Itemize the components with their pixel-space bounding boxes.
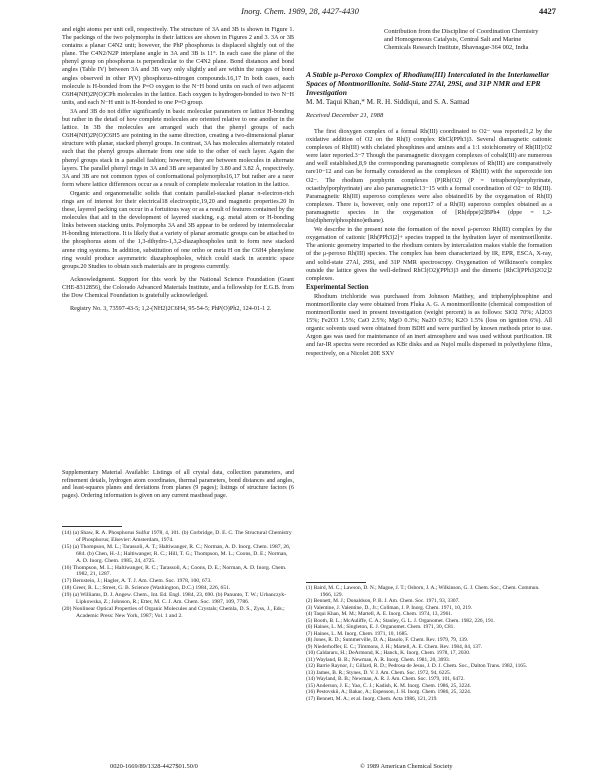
reference-item: (9) Niederhoffer, E. C.; Timmons, J. H.; Martell, A. E. Chem. Rev. 1984, 84, 137.: [306, 643, 483, 650]
reference-item: (16) Pestovskii, A.; Bakac, A.; Espenson, J. H. Inorg. Chem. 1986, 25, 3224.: [306, 689, 472, 695]
right-paragraph-2: We describe in the present note the formation of the novel μ-peroxo Rh(III) complex by the oxygenation of cationic [Rh(PPh3)2]+ species trapped in the hydration layer of montmorillonite. The anionic geometry imparted to the rhodium centers by intercalation makes viable the formation of the μ-peroxo Rh(III) species. The complex has been characterized by IR, EPR, ESCA, X-ray, and solid-state 27Al, 29Si, and 31P NMR spectroscopy. Oxygenation of Wilkinson's complex outside the lattice gives the well-defined RhCl(O2)(PPh3)3 and the dimeric [RhCl(PPh3)2O2]2 complexes.: [306, 226, 552, 282]
left-paragraph-1: and eight atoms per unit cell, respectively. The structure of 3A and 3B is shown in Figure 1. The packings of the two polymorphs in their lattices are shown in Figures 2 and 3. 3A or 3B contains a planar C4N2 unit; however, the PhP phosphorus is displaced slightly out of the plane. The C4N2/N2P interplane angle in 3A and 3B is 11°. In each case the plane of the phenyl group on phosphorus is perpendicular to the C4N2 plane. Bond distances and bond angles (Table IV) between 3A and 3B vary only slightly and are within the ranges of bond angles observed in other P(V) phosphorus-nitrogen compounds.16,17 In both cases, each molecule is H-bonded from the P=O oxygen to the N−H bond units on each of two adjacent C6H4(NH)2P(O)CPh molecules in the lattice. Each oxygen is hydrogen-bonded to two N−H units, and each N−H unit is H-bonded to one P=O group.: [62, 26, 294, 106]
left-paragraph-3: Organic and organometallic solids that contain parallel-stacked planar π-electron-rich rings are of interest for their electrical18 electrooptic,19,20 and magnetic properties.20 In these, layered packing can occur in a fortuitous way or as a result of features contained by the molecules that aid in the development of layered stacking, e.g. metal atom or H-bonding links between stacking units. Polymorphs 3A and 3B appear to be ordered by intermolecular H-bonding interactions. It is likely that a variety of planar aromatic groups can be attached to the phosphorus atom of the 1,3-dihydro-1,3,2-diazaphospholes unit to form new stacked arene ring systems. In addition, substitution of one ortho or meta H on the C6H4 phenylene ring would produce asymmetric diazaphospholes, which could stack in acentric space groups.20 Studies to obtain such materials are in progress currently.: [62, 189, 294, 270]
article-title: A Stable μ-Peroxo Complex of Rhodium(III) Intercalated in the Interlamellar Spaces of Montmorillonite. Solid-State 27Al, 29Si, and 31P NMR and EPR Investigation: [306, 70, 550, 97]
footer-copyright: © 1989 American Chemical Society: [360, 763, 453, 770]
reference-item: (13) James, B. R.; Stynes, D. V. J. Am. Chem. Soc. 1972, 94, 6225.: [306, 669, 452, 676]
reference-item: (4) Taqui Khan, M. M.; Martell, A. E. Inorg. Chem. 1974, 13, 2961.: [306, 611, 453, 617]
reference-item: (20) Nonlinear Optical Properties of Organic Molecules and Crystals; Chemla, D. S., Zyss, J., Eds.; Academic Press: New York, 1987; Vol. 1 and 2.: [62, 605, 285, 619]
left-column: [62, 26, 294, 314]
reference-item: (1) Baird, M. C.; Lawson, D. N.; Mague, J. T.; Osborn, J. A.; Wilkinson, G. J. Chem. Soc., Chem. Commun. 1966, 129.: [306, 585, 540, 598]
reference-item: (16) Thompson, M. L.; Haltiwanger, R. C.; Tarassoli, A.; Coons, D. E.; Norman, A. D. Inorg. Chem. 1982, 21, 1287.: [62, 564, 287, 578]
footnote-rule-right: [306, 582, 366, 583]
reference-item: (15) (a) Thompson, M. L.; Tarassoli, A. T.; Haltiwanger, R. C.; Norman, A. D. Inorg. Chem. 1987, 26, 684. (b) Chen, H.-J.; Haltiwanger, R. C.; Hill, T. G.; Thompson, M. L.; Coons, D. E.; Norman, A. D. Inorg. Chem. 1985, 24, 4725.: [62, 543, 291, 564]
right-column: [306, 128, 552, 359]
reference-item: (5) Booth, B. L.; McAuliffe, C. A.; Stanley, G. L. J. Organomet. Chem. 1982, 226, 191.: [306, 617, 495, 624]
reference-item: (15) Anderson, J. E.; Yao, C. J.; Kadish, K. M. Inorg. Chem. 1986, 25, 3224.: [306, 682, 472, 689]
reference-item: (8) Jones, R. D.; Summerville, D. A.; Basolo, F. Chem. Rev. 1979, 79, 139.: [306, 637, 469, 643]
right-references: [306, 585, 552, 702]
reference-item: (18) Greer, R. L.; Street, G. B. Science (Washington, D.C.) 1984, 226, 651.: [62, 585, 231, 592]
reference-item: (3) Valentine, J. Valentine, D., Jr.; Collman, J. P. Inorg. Chem. 1971, 10, 219.: [306, 604, 473, 611]
footer-code: 0020-1669/89/1328-4427$01.50/0: [110, 763, 198, 770]
received-date: Received December 21, 1988: [306, 112, 384, 119]
experimental-section-title: Experimental Section: [306, 283, 369, 291]
supplementary-material: Supplementary Material Available: Listings of all crystal data, collection parameters, and refinement details, hydrogen atom coordinates, thermal parameters, bond distances and angles, and least-squares planes and deviations from planes (9 pages); listings of structure factors (6 pages). Ordering information is given on any current masthead page.: [62, 470, 294, 499]
registry-numbers: Registry No. 3, 73597-43-5; 1,2-(NH2)2C6H4, 95-54-5; PhP(O)Ph2, 124-01-1 2.: [70, 305, 272, 313]
reference-item: (2) Bennett, M. J.; Donaldson, P. B. J. Am. Chem. Soc. 1971, 93, 3307.: [306, 598, 460, 604]
reference-item: (14) Wayland, B. B.; Newman, A. R. J. Am. Chem. Soc. 1979, 101, 6472.: [306, 676, 465, 682]
article-authors: M. M. Taqui Khan,* M. R. H. Siddiqui, and S. A. Samad: [306, 98, 470, 106]
reference-item: (7) Haines, L. M. Inorg. Chem. 1971, 10, 1685.: [306, 630, 409, 637]
reference-item: (11) Wayland, B. B.; Newman, A. R. Inorg. Chem. 1981, 20, 3093.: [306, 656, 451, 663]
reference-item: (14) (a) Shaw, R. A. Phosphorus Sulfur 1978, 4, 101. (b) Corbridge, D. E. C. The Structural Chemistry of Phosphorus; Elsevier: Amsterdam, 1974.: [62, 530, 292, 543]
page-number: 4427: [539, 6, 556, 16]
contribution-affiliation: Contribution from the Discipline of Coordination Chemistry and Homogeneous Catalysis, Central Salt and Marine Chemicals Research Institute, Bhavnagar-364 002, India: [384, 28, 539, 51]
reference-item: (19) (a) Williams, D. J. Angew. Chem., Int. Ed. Engl. 1984, 23, 690. (b) Panunto, T. W.; Urbanczyk-Lipkowska, Z.; Johnson, R.; Etter, M. C. J. Am. Chem. Soc. 1987, 109, 7786.: [62, 592, 287, 606]
right-paragraph-1: The first dioxygen complex of a formal Rh(III) coordinated to O2− was reported1,2 by the oxidative addition of O2 on the Rh(I) complex RhCl(PPh3)3. Several diamagnetic cationic complexes of Rh(III) with chelated phosphines and amines and a 1:1 stoichiometry of Rh(III):O2 were later reported.3−7 Though the paramagnetic dioxygen complexes of cobalt(III) are numerous and well established,8,9 the corresponding paramagnetic complexes of Rh(III) are comparatively rare10−12 and can be formally considered as the complexes of Rh(III) with the superoxide ion O2−. The rhodium porphyrin complexes (P)Rh(O2) (P = tetraphenylporphyrinate, octaethylporphyrinate) are also paramagnetic13−15 with a formal coordination of O2− to Rh(III). Paramagnetic Rh(III) superoxo complexes were also obtained16 by the oxygenation of Rh(II) complexes. There is, however, only one report17 of a Rh(II) superoxo complex obtained as a paramagnetic species in the oxygenation of [Rh(dppe)2]BPh4 (dppe = 1,2-bis(diphenylphosphino)ethane).: [306, 128, 552, 225]
reference-item: (12) Barrie Raynor, J.; Gillard, R. D.; Pedrosa de Jesus, J. D. J. Chem. Soc., Dalton Trans. 1982, 1165.: [306, 663, 528, 669]
acknowledgment: Acknowledgment. Support for this work by the National Science Foundation (Grant CHE-8312856), the Colorado Advanced Materials Institute, and a fellowship for E.G.B. from the Dow Chemical Foundation is gratefully acknowledged.: [62, 275, 294, 299]
reference-item: (17) Bennett, M. A.; et al. Inorg. Chem. Acta 1986, 121, 219.: [306, 695, 438, 702]
reference-item: (10) Caldararu, H.; DeArmond, K.; Hanck, K. Inorg. Chem. 1978, 17, 2030.: [306, 650, 471, 656]
running-header: Inorg. Chem. 1989, 28, 4427-4430: [241, 6, 359, 16]
experimental-paragraph: Rhodium trichloride was purchased from Johnson Matthey, and triphenylphosphine and montmorillonite clay were obtained from Fluka A. G. A montmorillonite (chemical composition of montmorillonite used in present investigation (weight percent) is as follows: SiO2 70%; Al2O3 15%; Fe2O3 1.5%; CaO 2.5%; MgO 0.3%; Na2O 0.5%; K2O 1.5% (loss on ignition 6%). All organic solvents used were obtained from BDH and were purified by known methods prior to use. Argon gas was used for maintenance of an inert atmosphere and was used without purification. IR and far-IR spectra were recorded as KBr disks and as Nujol mulls dispersed in polyethylene films, respectively, on a Nicolet 20E SXV: [306, 292, 552, 357]
reference-item: (6) Haines, L. M.; Singleton, E. J. Organomet. Chem. 1971, 30, C81.: [306, 624, 455, 630]
left-references: [62, 530, 294, 620]
left-paragraph-2: 3A and 3B do not differ significantly in basic molecular parameters or lattice H-bonding but rather in the detail of how complete molecules are oriented relative to one another in the lattice. In 3B the molecules are arranged such that the phenyl groups of each C6H4(NH)2P(O)C6H5 are pointing in the same direction, creating a two-dimensional planar structure with planar, stacked phenyl groups. In contrast, 3A has molecules alternately rotated such that the phenyl groups alternate from one side to the other of each layer. Again the phenyl groups stack in a parallel fashion; however, they are between molecules in alternate layers. The parallel phenyl rings in 3A and 3B are separated by 3.80 and 3.82 Å, respectively. 3A and 3B are not common types of conformational polymorphs16,17 but rather are a rarer form where lattice differences occur as a result of complete molecular rotation in the lattice.: [62, 107, 294, 188]
reference-item: (17) Bernstein, J.; Hagler, A. T. J. Am. Chem. Soc. 1978, 100, 673.: [62, 578, 212, 585]
footnote-rule-left: [62, 526, 122, 527]
